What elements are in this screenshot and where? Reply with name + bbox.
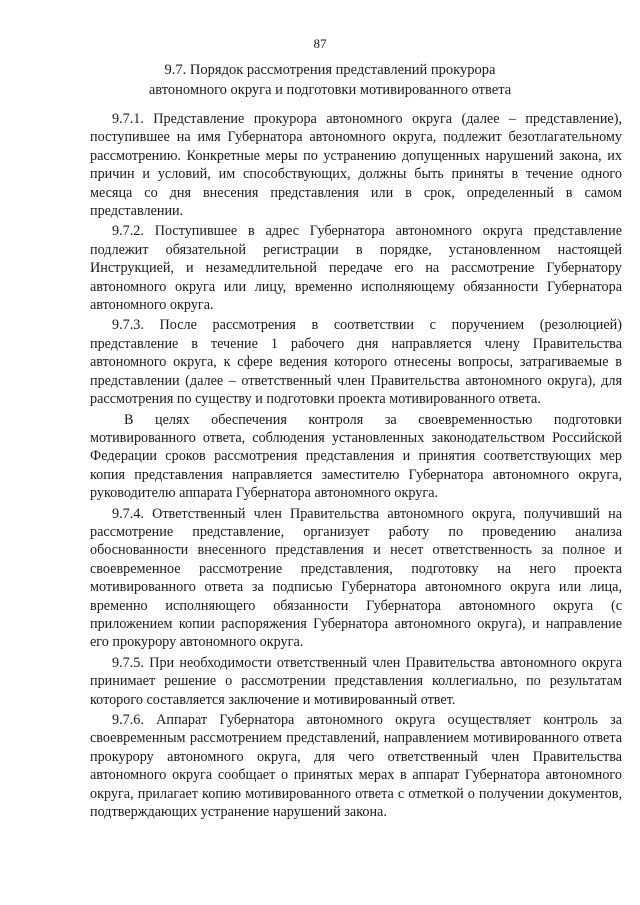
page-number: 87: [313, 36, 327, 51]
paragraph-9-7-4: 9.7.4. Ответственный член Правительства автономного округа, получивший на рассмотрение представление, организует работу по проведению анализа обоснованности внесенного представления и несет ответственность за полное и своевременное рассмотрение представления, подготовку на него проекта мотивированного ответа за подписью Губернатора автономного округа или лица, временно исполняющего обязанности Губернатора автономного округа (с приложением копии распоряжения Губернатора автономного округа), и направление его прокурору автономного округа.: [90, 505, 622, 651]
section-heading-line-2: автономного округа и подготовки мотивированного ответа: [148, 82, 512, 98]
paragraph-9-7-1: 9.7.1. Представление прокурора автономного округа (далее – представление), поступившее на имя Губернатора автономного округа, подлежит безотлагательному рассмотрению. Конкретные меры по устранению допущенных нарушений закона, их причин и условий, им способствующих, должны быть приняты в течение одного месяца со дня внесения представления или в срок, определенный в самом представлении.: [90, 111, 622, 220]
paragraph-9-7-5: 9.7.5. При необходимости ответственный член Правительства автономного округа принимает решение о рассмотрении представления коллегиально, по результатам которого составляется заключение и мотивированный ответ.: [90, 654, 622, 708]
paragraph-9-7-6: 9.7.6. Аппарат Губернатора автономного округа осуществляет контроль за своевременным рассмотрением представлений, направлением мотивированного ответа прокурору автономного округа, для чего ответственный член Правительства автономного округа сообщает о принятых мерах в аппарат Губернатора автономного округа, прилагает копию мотивированного ответа с отметкой о получении документов, подтверждающих устранение нарушений закона.: [90, 712, 622, 821]
section-heading-line-1: 9.7. Порядок рассмотрения представлений прокурора: [164, 62, 496, 78]
paragraph-control-copy: В целях обеспечения контроля за своевременностью подготовки мотивированного ответа, соблюдения установленных законодательством Российской Федерации сроков рассмотрения представления и принятия соответствующих мер копия представления направляется заместителю Губернатора автономного округа, руководителю аппарата Губернатора автономного округа.: [90, 411, 622, 502]
section-heading: [80, 60, 580, 100]
paragraph-9-7-3: 9.7.3. После рассмотрения в соответствии с поручением (резолюцией) представление в течение 1 рабочего дня направляется члену Правительства автономного округа, к сфере ведения которого отнесены вопросы, затрагиваемые в представлении (далее – ответственный член Правительства автономного округа), для рассмотрения по существу и подготовки проекта мотивированного ответа.: [90, 317, 622, 408]
paragraph-9-7-2: 9.7.2. Поступившее в адрес Губернатора автономного округа представление подлежит обязательной регистрации в порядке, установленном настоящей Инструкцией, и незамедлительной передаче его на рассмотрение Губернатору автономного округа или лицу, временно исполняющему обязанности Губернатора автономного округа.: [90, 223, 622, 314]
document-body: [90, 110, 622, 823]
